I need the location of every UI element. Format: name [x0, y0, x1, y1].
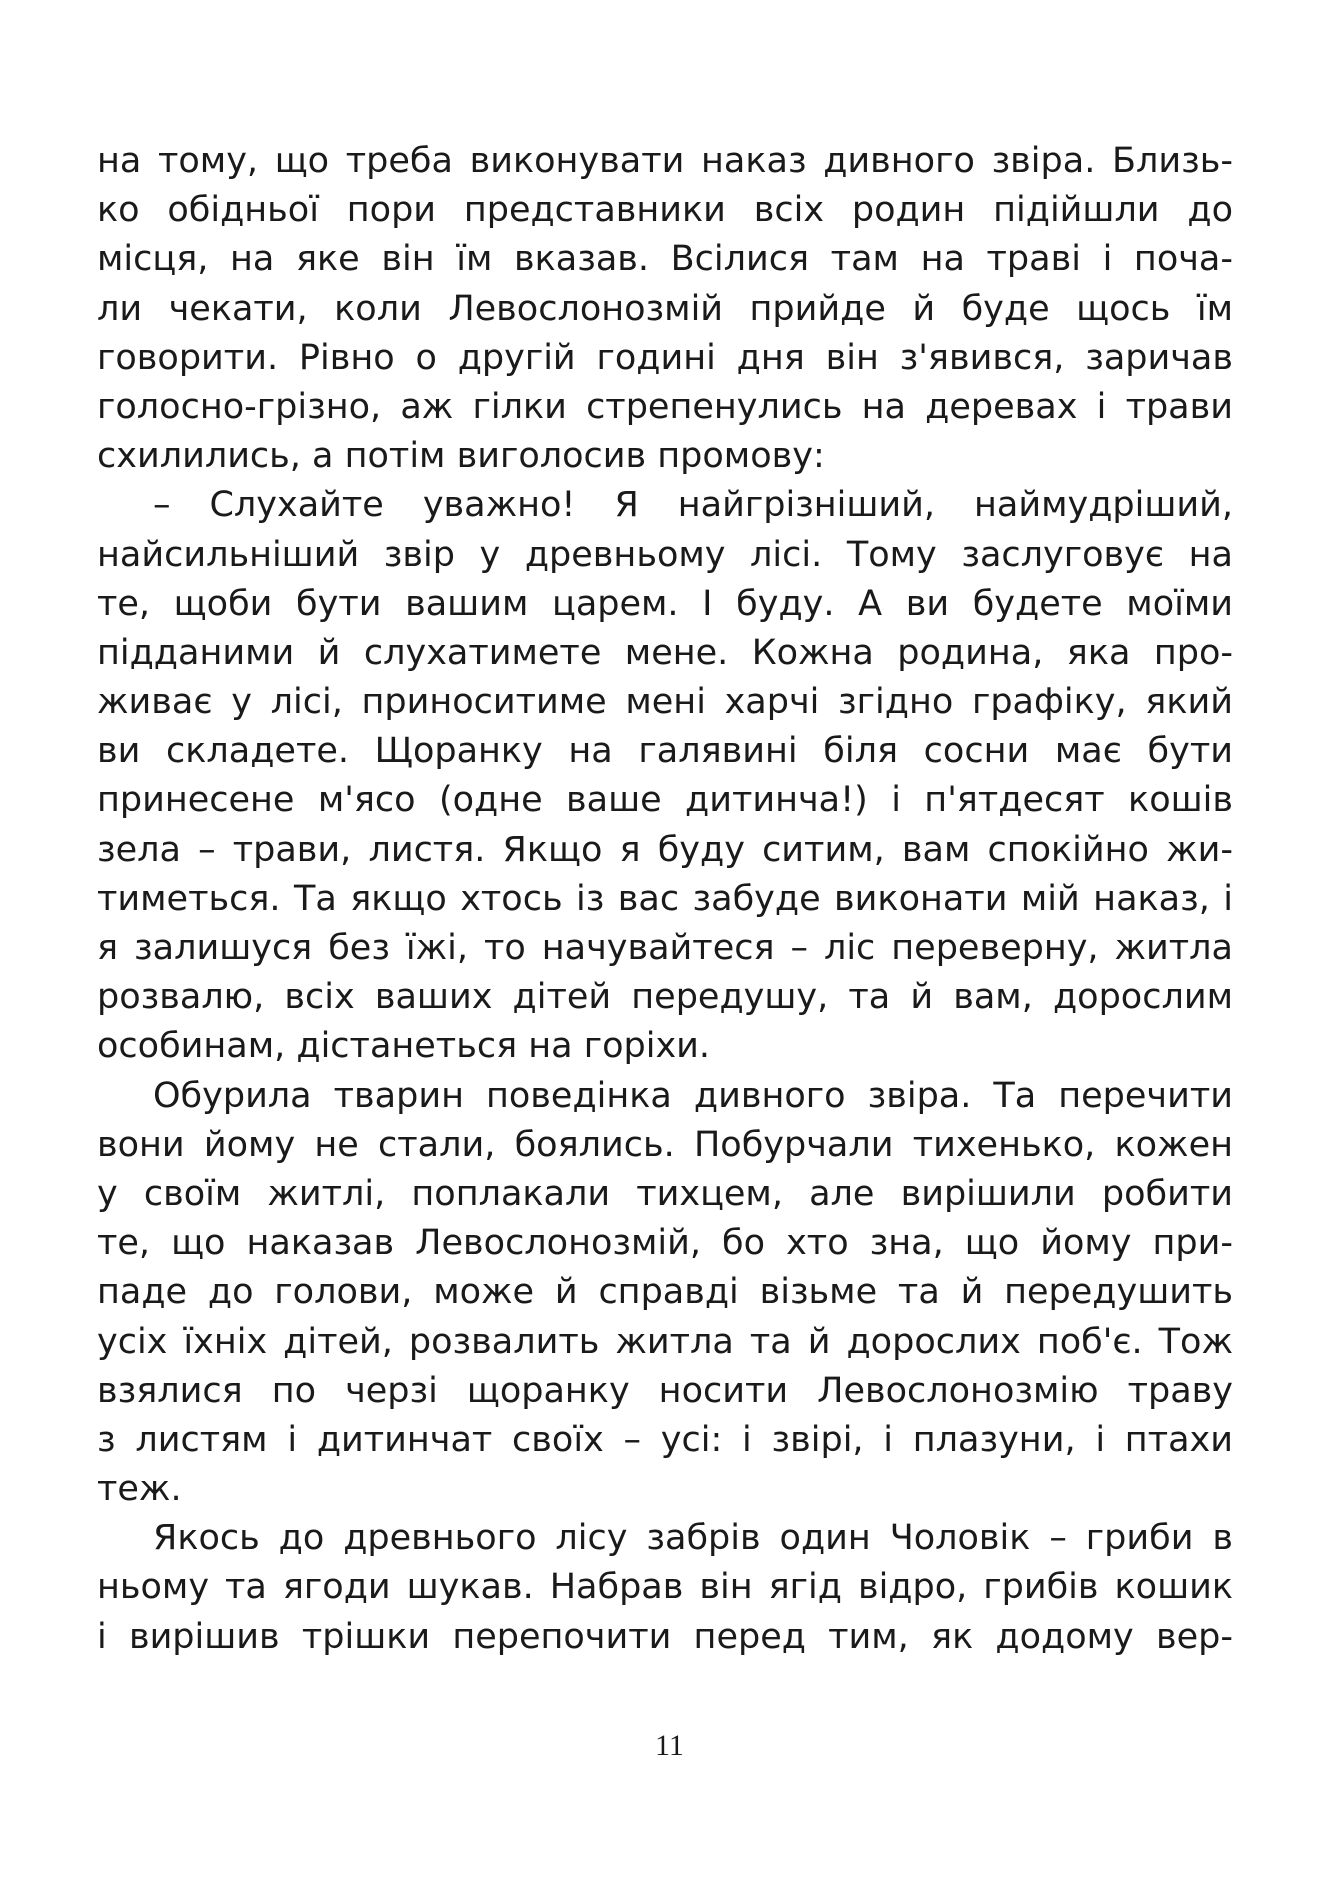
- text-line: у своїм житлі, поплакали тихцем, але вирішили робити: [97, 1173, 1233, 1214]
- text-line: особинам, дістанеться на горіхи.: [97, 1026, 711, 1067]
- text-line: взялися по черзі щоранку носити Левослонозмію траву: [97, 1370, 1233, 1411]
- text-line: найсильніший звір у древньому лісі. Тому заслуговує на: [97, 534, 1233, 575]
- text-line: ви складете. Щоранку на галявині біля сосни має бути: [97, 731, 1233, 772]
- text-line: – Слухайте уважно! Я найгрізніший, наймудріший,: [153, 485, 1233, 526]
- paragraph: [97, 481, 1233, 1071]
- text-line: ньому та ягоди шукав. Набрав він ягід відро, грибів кошик: [97, 1567, 1233, 1608]
- text-line: принесене м'ясо (одне ваше дитинча!) і п'ятдесят кошів: [97, 780, 1233, 821]
- page-number: 11: [655, 1729, 684, 1762]
- text-line: з листям і дитинчат своїх – усі: і звірі, і плазуни, і птахи: [97, 1419, 1233, 1460]
- paragraph: [97, 1514, 1233, 1662]
- text-line: те, що наказав Левослонозмій, бо хто зна, що йому при-: [97, 1223, 1233, 1264]
- text-line: зела – трави, листя. Якщо я буду ситим, вам спокійно жи-: [97, 829, 1233, 870]
- text-line: тиметься. Та якщо хтось із вас забуде виконати мій наказ, і: [97, 878, 1233, 919]
- text-line: говорити. Рівно о другій годині дня він з'явився, заричав: [97, 337, 1233, 378]
- text-line: я залишуся без їжі, то начувайтеся – ліс переверну, житла: [97, 928, 1233, 968]
- body-text: [97, 137, 1233, 1662]
- text-line: ко обідньої пори представники всіх родин підійшли до: [97, 190, 1233, 231]
- text-line: те, щоби бути вашим царем. І буду. А ви будете моїми: [97, 583, 1233, 624]
- text-line: теж.: [97, 1469, 182, 1510]
- text-line: вони йому не стали, боялись. Побурчали тихенько, кожен: [97, 1124, 1233, 1165]
- text-line: Якось до древнього лісу забрів один Чоловік – гриби в: [153, 1518, 1233, 1559]
- text-line: живає у лісі, приноситиме мені харчі згідно графіку, який: [97, 682, 1233, 723]
- text-line: підданими й слухатимете мене. Кожна родина, яка про-: [97, 632, 1233, 673]
- text-line: розвалю, всіх ваших дітей передушу, та й вам, дорослим: [97, 977, 1233, 1018]
- paragraph: [97, 1072, 1233, 1515]
- text-line: голосно-грізно, аж гілки стрепенулись на деревах і трави: [97, 386, 1233, 427]
- text-line: схилились, а потім виголосив промову:: [97, 436, 825, 477]
- text-line: усіх їхніх дітей, розвалить житла та й дорослих поб'є. Тож: [97, 1321, 1233, 1362]
- text-line: паде до голови, може й справді візьме та й передушить: [97, 1272, 1233, 1313]
- paragraph: [97, 137, 1233, 481]
- text-line: місця, на яке він їм вказав. Всілися там на траві і поча-: [97, 239, 1233, 280]
- text-line: Обурила тварин поведінка дивного звіра. Та перечити: [153, 1075, 1233, 1116]
- text-line: ли чекати, коли Левослонозмій прийде й буде щось їм: [97, 288, 1233, 329]
- text-line: на тому, що треба виконувати наказ дивного звіра. Близь-: [97, 141, 1233, 181]
- text-line: і вирішив трішки перепочити перед тим, як додому вер-: [97, 1616, 1233, 1657]
